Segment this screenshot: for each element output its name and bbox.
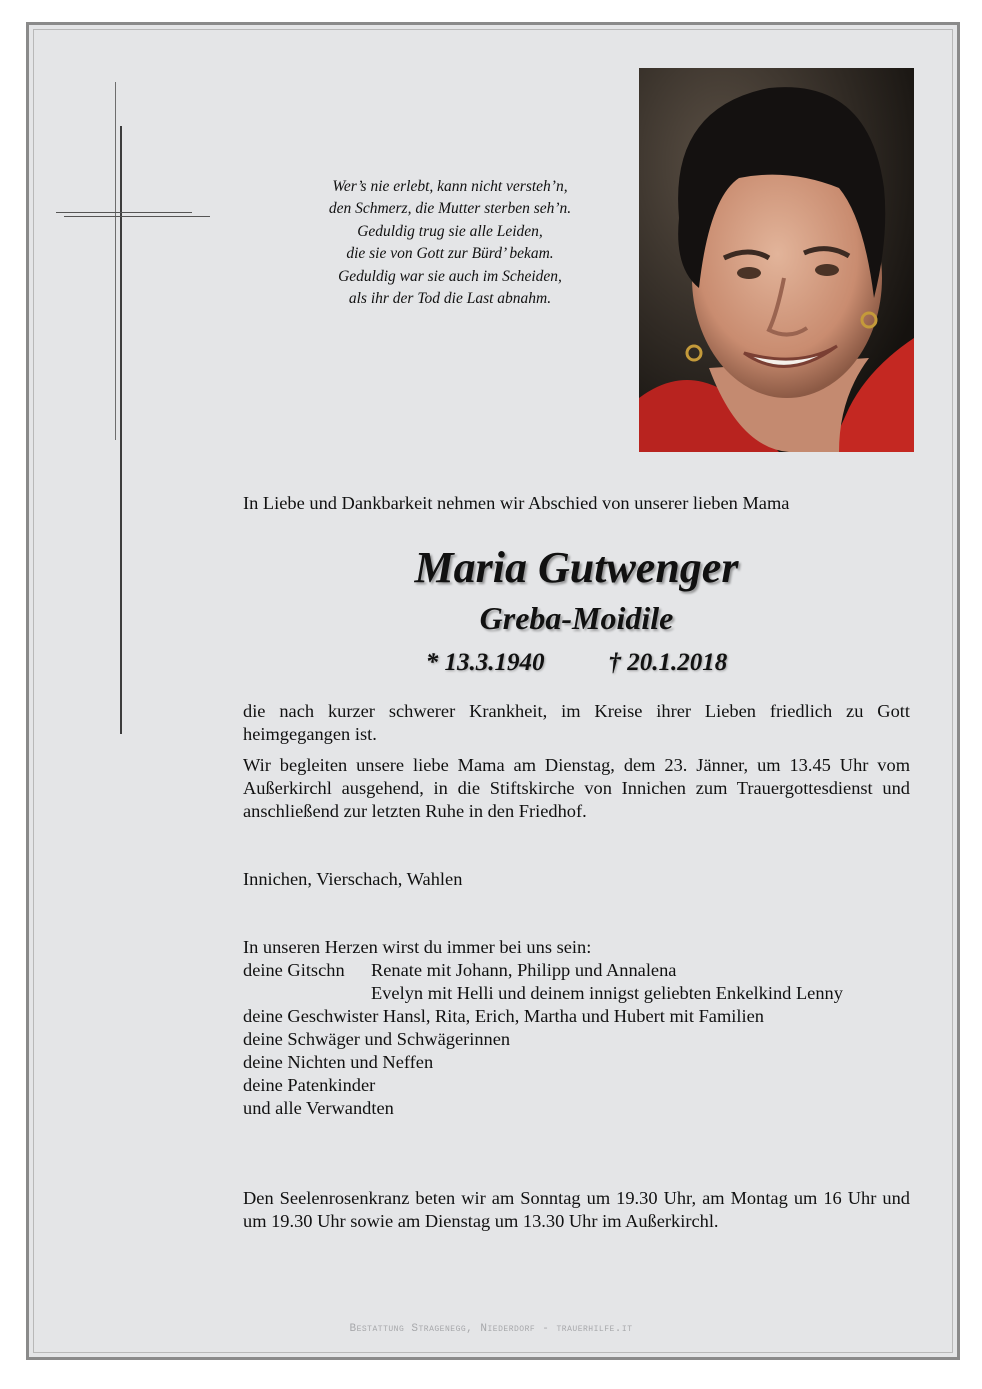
passing-paragraph: die nach kurzer schwerer Krankheit, im Kreise ihrer Lieben friedlich zu Gott heimgegangen ist. — [243, 701, 910, 744]
birth-date: * 13.3.1940 — [425, 649, 545, 676]
list-item: deine Patenkinder — [243, 1075, 376, 1095]
survivor-text: Evelyn mit Helli und deinem innigst geliebten Enkelkind Lenny — [371, 983, 843, 1003]
survivor-text: Renate mit Johann, Philipp und Annalena — [371, 960, 677, 980]
poem-line: Wer’s nie erlebt, kann nicht versteh’n, — [332, 178, 568, 195]
footer-credit: Bestattung Stragenegg, Niederdorf - trauerhilfe.it — [349, 1323, 633, 1335]
funeral-paragraph: Wir begleiten unsere liebe Mama am Dienstag, dem 23. Jänner, um 13.45 Uhr vom Außerkirchl ausgehend, in die Stiftskirche von Innichen zum Trauergottesdienst und anschließend zur letzten Ruhe in den Friedhof. — [243, 755, 910, 821]
poem-line: Geduldig war sie auch im Scheiden, — [338, 267, 562, 285]
death-date: † 20.1.2018 — [608, 649, 728, 676]
poem-line: den Schmerz, die Mutter sterben seh’n. — [328, 200, 572, 218]
rosary-paragraph: Den Seelenrosenkranz beten wir am Sonntag um 19.30 Uhr, am Montag um 16 Uhr und um 19.30 Uhr sowie am Dienstag um 13.30 Uhr im Außerkirchl. — [243, 1188, 910, 1231]
deceased-nickname: Greba-Moidile — [479, 600, 674, 636]
survivor-label: deine Gitschn — [243, 960, 345, 980]
list-item: deine Schwäger und Schwägerinnen — [243, 1029, 511, 1049]
poem-line: Geduldig trug sie alle Leiden, — [357, 222, 543, 240]
survivors-intro: In unseren Herzen wirst du immer bei uns sein: — [243, 937, 592, 957]
list-item: deine Nichten und Neffen — [243, 1052, 434, 1072]
list-item: deine Geschwister Hansl, Rita, Erich, Martha und Hubert mit Familien — [243, 1006, 764, 1026]
intro-text: In Liebe und Dankbarkeit nehmen wir Abschied von unserer lieben Mama — [243, 493, 790, 513]
survivors-list — [243, 936, 910, 1120]
list-item: und alle Verwandten — [243, 1098, 394, 1118]
places-line: Innichen, Vierschach, Wahlen — [243, 869, 463, 889]
poem-line: die sie von Gott zur Bürd’ bekam. — [346, 245, 554, 263]
portrait-photo — [639, 68, 914, 452]
list-item — [243, 982, 910, 1005]
survivor-label — [243, 982, 371, 1005]
deceased-name: Maria Gutwenger — [414, 543, 739, 592]
poem-line: als ihr der Tod die Last abnahm. — [348, 290, 552, 308]
life-dates — [243, 646, 910, 680]
list-item — [243, 959, 910, 982]
poem — [290, 176, 610, 310]
